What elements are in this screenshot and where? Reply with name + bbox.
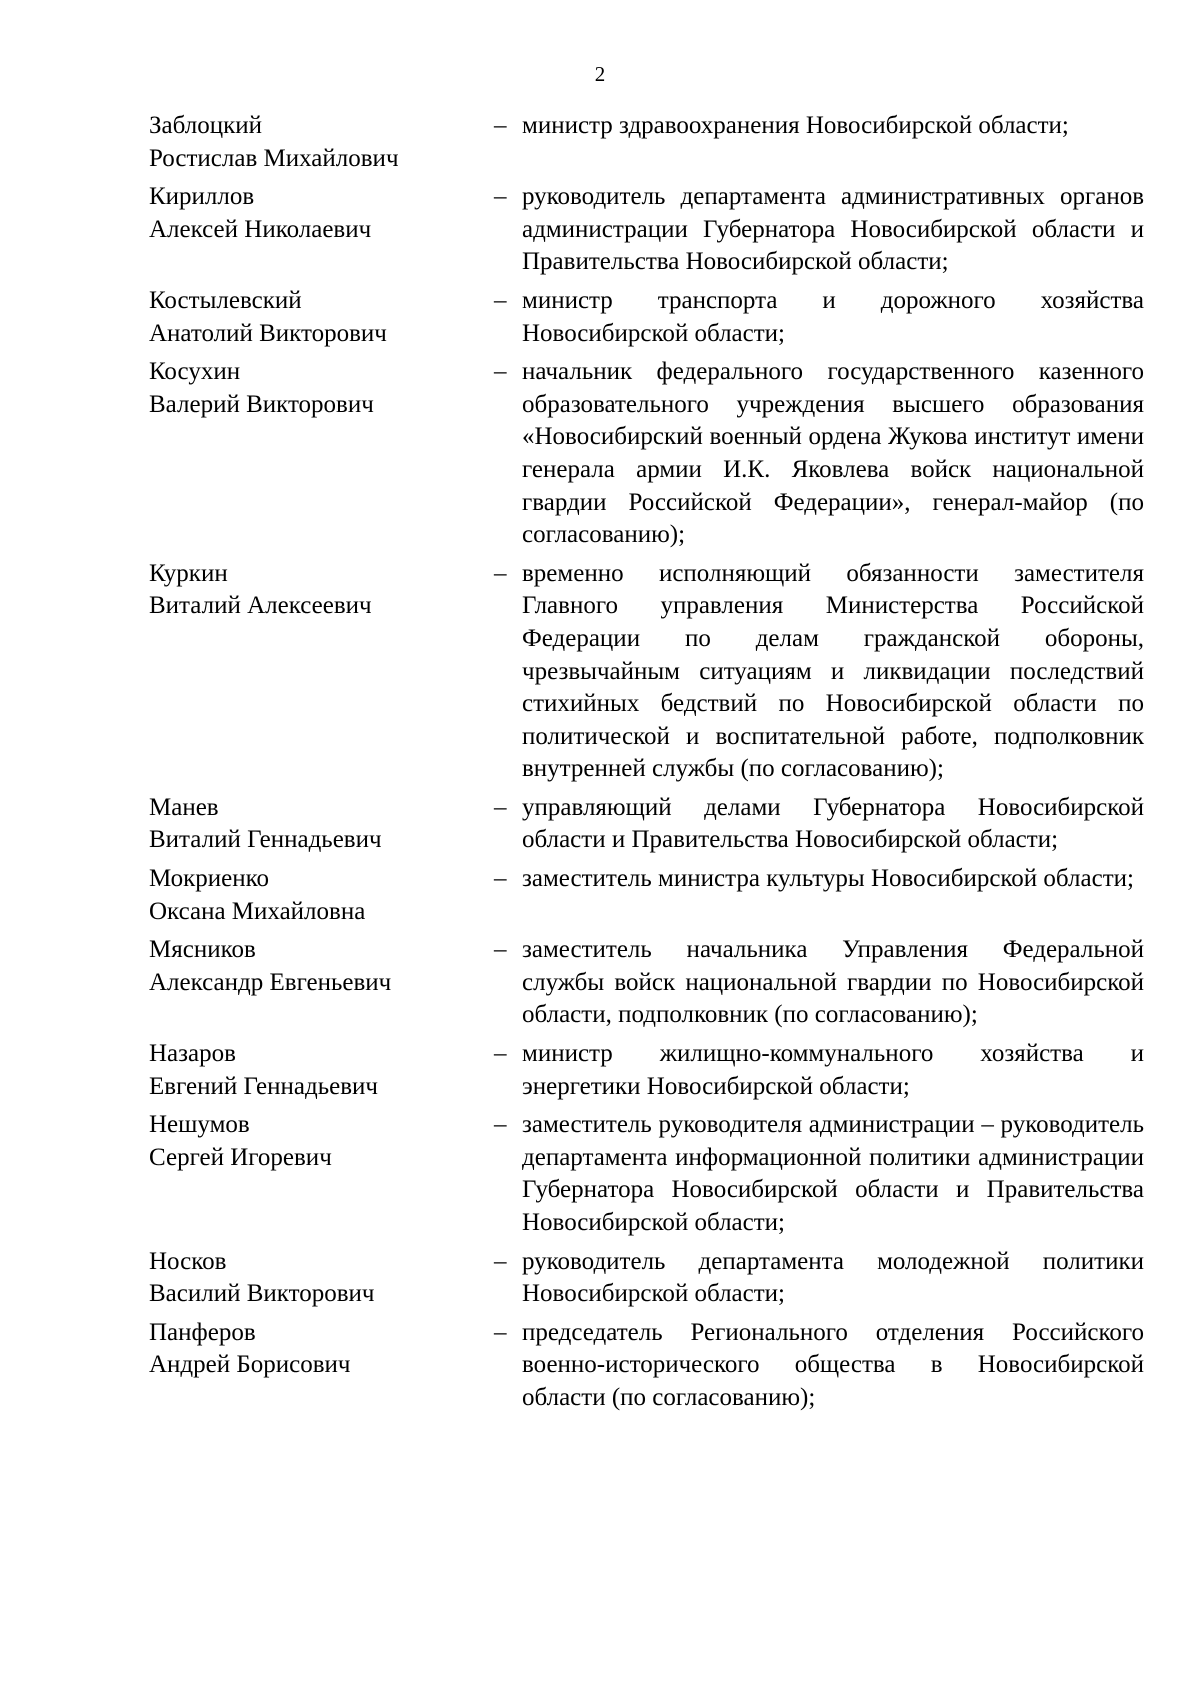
member-role: председатель Регионального отделения Российского военно-исторического общества в Новосибирской области (по согласованию); <box>522 1318 1144 1411</box>
dash-separator: – <box>494 183 507 211</box>
member-name <box>149 285 494 350</box>
member-role: руководитель департамента молодежной политики Новосибирской области; <box>522 1247 1144 1308</box>
list-item <box>149 1246 1144 1311</box>
member-surname: Носков <box>149 1247 227 1275</box>
member-given-name: Сергей Игоревич <box>149 1143 332 1171</box>
dash-separator: – <box>494 793 507 821</box>
list-item <box>149 356 1144 552</box>
member-name <box>149 792 494 857</box>
member-given-name: Александр Евгеньевич <box>149 968 392 996</box>
member-given-name: Виталий Геннадьевич <box>149 826 382 854</box>
list-item <box>149 934 1144 1032</box>
member-surname: Мокриенко <box>149 865 269 893</box>
member-surname: Костылевский <box>149 286 302 314</box>
member-surname: Куркин <box>149 559 228 587</box>
dash-separator: – <box>494 936 507 964</box>
member-given-name: Анатолий Викторович <box>149 319 387 347</box>
member-surname: Назаров <box>149 1040 236 1068</box>
member-role: начальник федерального государственного казенного образовательного учреждения высшего образования «Новосибирский военный ордена Жукова институт имени генерала армии И.К. Яковлева войск национальной гвардии Российской Федерации», генерал-майор (по согласованию); <box>522 358 1144 549</box>
member-surname: Панферов <box>149 1318 256 1346</box>
member-given-name: Оксана Михайловна <box>149 897 366 925</box>
list-item <box>149 558 1144 786</box>
member-name <box>149 181 494 279</box>
member-name <box>149 558 494 786</box>
member-role: министр жилищно-коммунального хозяйства и энергетики Новосибирской области; <box>522 1040 1144 1100</box>
member-role: заместитель руководителя администрации – руководитель департамента информационной политики администрации Губернатора Новосибирской области и Правительства Новосибирской области; <box>522 1111 1144 1236</box>
list-item <box>149 1109 1144 1239</box>
dash-separator: – <box>494 865 507 893</box>
dash-separator: – <box>494 1247 507 1275</box>
page-number: 2 <box>594 62 606 86</box>
list-item <box>149 110 1144 175</box>
member-name <box>149 1109 494 1239</box>
list-item <box>149 285 1144 350</box>
member-name <box>149 1038 494 1103</box>
dash-separator: – <box>494 1111 507 1139</box>
member-surname: Кириллов <box>149 183 255 211</box>
dash-separator: – <box>494 358 507 386</box>
member-role: министр здравоохранения Новосибирской области; <box>522 112 1069 139</box>
dash-separator: – <box>494 559 507 587</box>
member-name <box>149 1246 494 1311</box>
member-role: руководитель департамента административных органов администрации Губернатора Новосибирской области и Правительства Новосибирской области; <box>522 183 1144 276</box>
dash-separator: – <box>494 286 507 314</box>
member-given-name: Василий Викторович <box>149 1280 375 1308</box>
member-role: заместитель начальника Управления Федеральной службы войск национальной гвардии по Новосибирской области, подполковник (по согласованию); <box>522 936 1144 1029</box>
member-role: заместитель министра культуры Новосибирской области; <box>522 865 1134 893</box>
list-item <box>149 792 1144 857</box>
list-item <box>149 1317 1144 1415</box>
dash-separator: – <box>494 112 507 139</box>
member-list <box>149 110 1144 1421</box>
dash-separator: – <box>494 1040 507 1068</box>
member-role: министр транспорта и дорожного хозяйства Новосибирской области; <box>522 286 1144 347</box>
member-given-name: Ростислав Михайлович <box>149 144 399 172</box>
member-given-name: Валерий Викторович <box>149 390 374 418</box>
member-surname: Манев <box>149 793 219 821</box>
member-role: временно исполняющий обязанности заместителя Главного управления Министерства Российской Федерации по делам гражданской обороны, чрезвычайным ситуациям и ликвидации последствий стихийных бедствий по Новосибирской области по политической и воспитательной работе, подполковник внутренней службы (по согласованию); <box>522 559 1144 783</box>
member-surname: Мясников <box>149 936 256 964</box>
member-name <box>149 863 494 928</box>
member-name <box>149 110 494 175</box>
member-given-name: Алексей Николаевич <box>149 215 372 243</box>
member-given-name: Виталий Алексеевич <box>149 592 372 620</box>
list-item <box>149 1038 1144 1103</box>
member-name <box>149 356 494 552</box>
member-given-name: Евгений Геннадьевич <box>149 1072 378 1100</box>
member-role: управляющий делами Губернатора Новосибирской области и Правительства Новосибирской области; <box>522 793 1144 854</box>
member-name <box>149 934 494 1032</box>
member-given-name: Андрей Борисович <box>149 1351 351 1379</box>
list-item <box>149 863 1144 928</box>
dash-separator: – <box>494 1318 507 1346</box>
member-surname: Нешумов <box>149 1111 250 1139</box>
member-surname: Заблоцкий <box>149 112 262 139</box>
member-name <box>149 1317 494 1415</box>
list-item <box>149 181 1144 279</box>
member-surname: Косухин <box>149 358 241 386</box>
